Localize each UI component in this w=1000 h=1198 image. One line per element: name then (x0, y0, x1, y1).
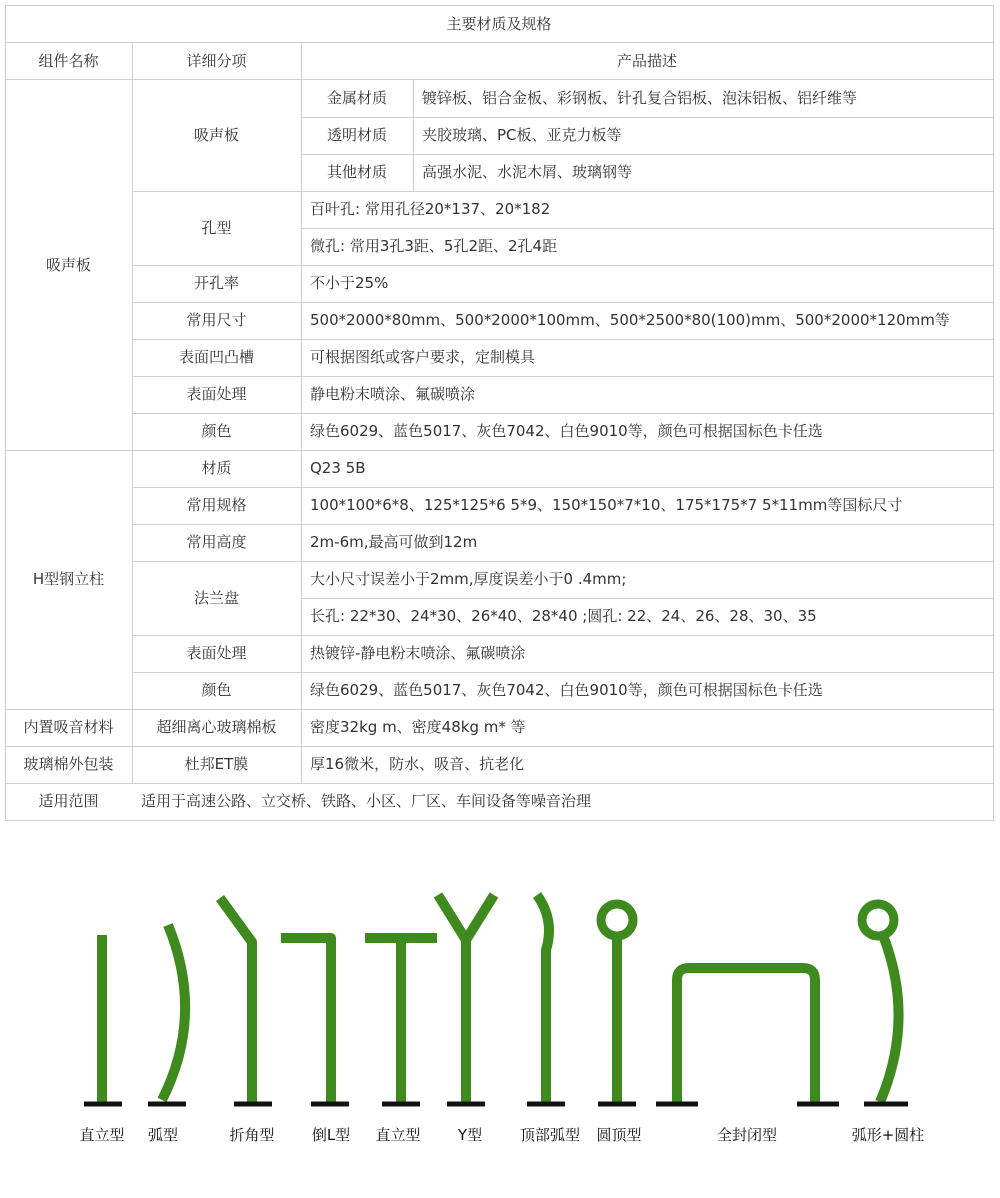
item-desc: 500*2000*80mm、500*2000*100mm、500*2500*80(100)mm、500*2000*120mm等 (310, 311, 950, 329)
item-desc: 静电粉末喷涂、氟碳喷涂 (310, 385, 476, 403)
item-desc: 热镀锌-静电粉末喷涂、氟碳喷涂 (310, 644, 526, 662)
table-border (5, 5, 994, 6)
item-label: 常用尺寸 (186, 311, 247, 329)
item-label: 颜色 (201, 422, 232, 440)
table-header-cell: 详细分项 (186, 52, 247, 70)
item-label: 孔型 (201, 218, 232, 237)
item-label: 开孔率 (193, 274, 239, 292)
item-desc: 微孔: 常用3孔3距、5孔2距、2孔4距 (310, 237, 558, 255)
column-shape-label: 圆顶型 (596, 1126, 642, 1144)
item-label: 常用规格 (186, 496, 247, 514)
item-label: 表面处理 (186, 385, 247, 403)
column-shapes-diagram (0, 880, 1000, 1160)
item-desc: 100*100*6*8、125*125*6 5*9、150*150*7*10、175*175*7 5*11mm等国标尺寸 (310, 496, 903, 514)
fully-enclosed-column-icon (677, 968, 815, 1102)
component-label: 内置吸音材料 (23, 718, 114, 736)
column-shape-label: 倒L型 (311, 1126, 351, 1144)
item-label: 常用高度 (186, 533, 247, 551)
item-label: 超细离心玻璃棉板 (156, 718, 277, 736)
round-top-column-icon (601, 904, 633, 936)
item-label: 颜色 (201, 681, 232, 699)
item-label: 吸声板 (193, 126, 239, 144)
table-border (993, 5, 994, 819)
item-label: 杜邦ET膜 (184, 755, 249, 773)
column-shape-label: 全封闭型 (716, 1126, 778, 1144)
item-desc: 百叶孔: 常用孔径20*137、20*182 (310, 200, 551, 218)
sub-item-desc: 夹胶玻璃、PC板、亚克力板等 (422, 126, 622, 144)
component-label: 玻璃棉外包装 (23, 755, 114, 773)
item-label: 材质 (201, 459, 232, 477)
table-border (301, 598, 993, 599)
column-shape-label: 折角型 (229, 1126, 275, 1144)
table-border (301, 117, 993, 118)
top-arc-column-icon (537, 895, 549, 1102)
scope-label: 适用范围 (38, 792, 99, 810)
column-shape-label: 直立型 (375, 1126, 421, 1144)
item-desc: 厚16微米，防水、吸音、抗老化 (310, 755, 525, 773)
component-label: 吸声板 (45, 255, 91, 274)
item-desc: 可根据图纸或客户要求，定制模具 (310, 348, 536, 366)
item-label: 表面处理 (186, 644, 247, 662)
arc-round-column-icon (862, 904, 894, 936)
column-shape-label: 弧形+圆柱 (851, 1126, 925, 1144)
sub-item-label: 其他材质 (326, 163, 387, 181)
item-desc: 绿色6029、蓝色5017、灰色7042、白色9010等，颜色可根据国标色卡任选 (310, 681, 823, 699)
table-border (5, 42, 994, 43)
item-desc: 密度32kg m、密度48kg m* 等 (310, 718, 526, 736)
column-shape-label: 直立型 (79, 1126, 125, 1144)
spec-table (5, 5, 994, 819)
sub-item-label: 透明材质 (326, 126, 387, 144)
scope-desc: 适用于高速公路、立交桥、铁路、小区、厂区、车间设备等噪音治理 (141, 792, 592, 810)
item-desc: 绿色6029、蓝色5017、灰色7042、白色9010等，颜色可根据国标色卡任选 (310, 422, 823, 440)
inverted-l-column-icon (281, 938, 331, 1102)
column-shape-label: 顶部弧型 (519, 1126, 581, 1144)
bent-column-icon (220, 898, 252, 1102)
y-column-icon (438, 895, 494, 1102)
item-desc: 不小于25% (310, 274, 389, 292)
t-column-icon (365, 938, 437, 1102)
sub-item-label: 金属材质 (326, 89, 387, 107)
sub-item-desc: 镀锌板、铝合金板、彩钢板、针孔复合铝板、泡沫铝板、铝纤维等 (422, 89, 858, 107)
column-shape-label: Y型 (457, 1126, 483, 1144)
component-label: H型钢立柱 (32, 570, 105, 588)
table-border (301, 154, 993, 155)
item-label: 表面凹凸槽 (178, 348, 254, 366)
table-border (413, 80, 414, 191)
item-desc: Q23 5B (310, 459, 366, 477)
sub-item-desc: 高强水泥、水泥木屑、玻璃钢等 (422, 163, 633, 181)
item-desc: 大小尺寸误差小于2mm,厚度误差小于0 .4mm; (310, 570, 627, 588)
table-title: 主要材质及规格 (446, 14, 552, 33)
table-border (5, 820, 994, 821)
column-shape-label: 弧型 (147, 1126, 179, 1144)
item-desc: 2m-6m,最高可做到12m (310, 533, 478, 551)
table-border (301, 228, 993, 229)
arc-column-icon (162, 925, 185, 1100)
item-desc: 长孔: 22*30、24*30、26*40、28*40 ;圆孔: 22、24、26、28、30、35 (310, 607, 817, 625)
item-label: 法兰盘 (193, 588, 239, 607)
table-header-cell: 产品描述 (616, 52, 677, 70)
table-header-cell: 组件名称 (38, 52, 99, 70)
